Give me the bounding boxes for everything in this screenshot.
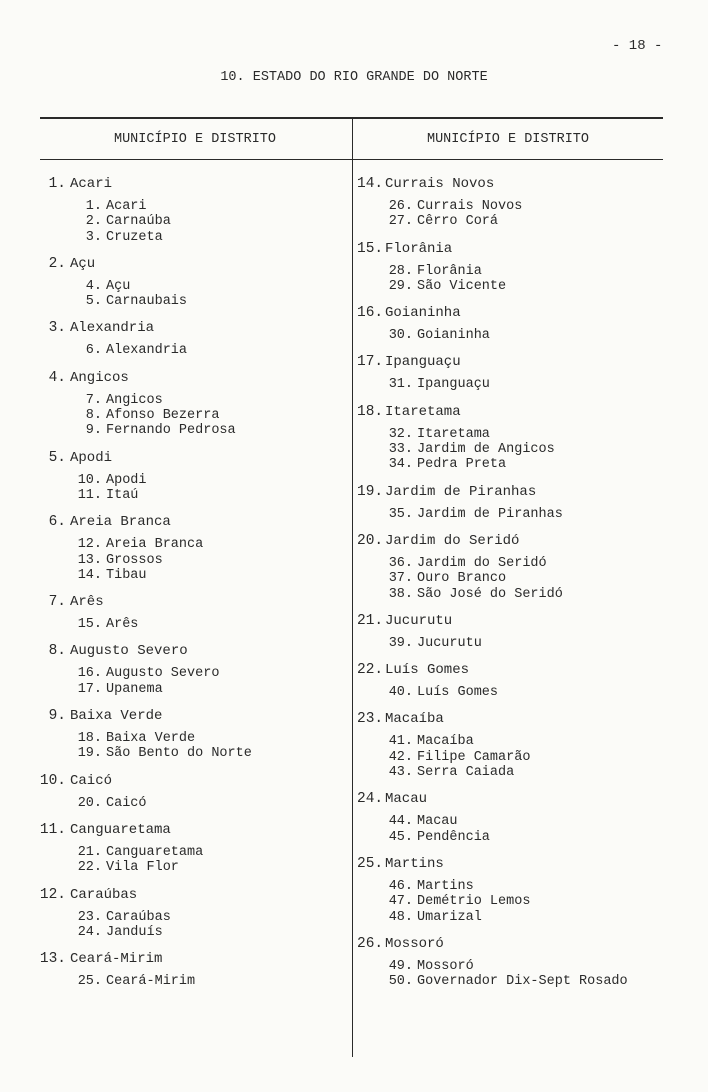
district-item — [76, 910, 352, 925]
district-item — [76, 925, 352, 940]
district-list — [76, 666, 352, 697]
district-name: Carnaubais — [106, 294, 188, 310]
municipality-entry — [357, 354, 663, 392]
district-name: Florânia — [417, 263, 482, 279]
district-list — [76, 974, 352, 989]
district-item — [387, 377, 663, 392]
district-name: Janduís — [106, 924, 163, 940]
municipality-name: Areia Branca — [70, 514, 171, 531]
district-list — [76, 910, 352, 941]
district-number: 5. — [85, 294, 102, 310]
municipality-name: Apodi — [70, 449, 113, 466]
district-item — [387, 457, 663, 472]
district-item — [387, 974, 663, 989]
district-name: Cruzeta — [106, 229, 163, 245]
municipality-entry — [34, 450, 352, 504]
district-name: Demétrio Lemos — [417, 894, 531, 910]
municipality-number: 5. — [48, 449, 66, 466]
column-divider — [352, 117, 353, 1057]
district-item — [76, 393, 352, 408]
district-item — [76, 537, 352, 552]
district-number: 11. — [77, 487, 102, 503]
district-item — [76, 343, 352, 358]
district-name: Luís Gomes — [417, 685, 499, 701]
district-list — [387, 427, 663, 473]
municipality-name: Macau — [385, 791, 428, 808]
district-number: 25. — [77, 974, 102, 990]
page-number: - 18 - — [612, 38, 663, 54]
district-name: Jardim do Seridó — [417, 555, 547, 571]
district-list — [387, 199, 663, 230]
district-number: 6. — [85, 343, 102, 359]
district-list — [76, 617, 352, 632]
district-name: Pendência — [417, 829, 490, 845]
district-item — [387, 879, 663, 894]
municipality-entry — [357, 791, 663, 845]
municipality-number: 20. — [357, 532, 384, 549]
district-number: 19. — [77, 746, 102, 762]
municipality-number: 11. — [39, 821, 66, 838]
municipality-number: 24. — [357, 791, 384, 808]
district-item — [387, 427, 663, 442]
district-number: 38. — [388, 586, 413, 602]
district-name: Caraúbas — [106, 909, 171, 925]
district-number: 42. — [388, 749, 413, 765]
municipality-name: Currais Novos — [385, 176, 495, 192]
district-number: 34. — [388, 457, 413, 473]
district-item — [76, 568, 352, 583]
district-number: 46. — [388, 878, 413, 894]
municipality-number: 25. — [357, 855, 384, 872]
municipality-name: Angicos — [70, 369, 129, 386]
right-column-header: MUNICÍPIO E DISTRITO — [426, 132, 590, 147]
municipality-entry — [34, 256, 352, 310]
municipality-number: 9. — [48, 708, 66, 725]
municipality-name: Martins — [385, 855, 444, 872]
district-number: 40. — [388, 685, 413, 701]
district-name: Arês — [106, 617, 139, 633]
municipality-entry — [34, 643, 352, 697]
district-number: 26. — [388, 199, 413, 214]
district-number: 43. — [388, 765, 413, 781]
district-name: Mossoró — [417, 958, 474, 974]
district-number: 28. — [388, 263, 413, 279]
municipality-entry — [34, 594, 352, 632]
municipality-entry — [34, 176, 352, 245]
municipality-entry — [357, 711, 663, 780]
district-name: Macaíba — [417, 734, 474, 750]
district-name: Umarizal — [417, 909, 482, 925]
district-number: 36. — [388, 555, 413, 571]
district-name: Itaretama — [417, 426, 490, 442]
district-name: Caicó — [106, 795, 147, 811]
district-list — [387, 556, 663, 602]
municipality-entry — [357, 176, 663, 230]
district-list — [387, 814, 663, 845]
district-number: 2. — [85, 214, 102, 230]
district-list — [76, 845, 352, 876]
district-item — [387, 199, 663, 214]
municipality-entry — [34, 320, 352, 358]
district-item — [387, 750, 663, 765]
district-number: 23. — [77, 909, 102, 925]
district-list — [76, 731, 352, 762]
municipality-number: 17. — [357, 354, 384, 371]
municipality-name: Caicó — [70, 772, 113, 789]
district-item — [387, 556, 663, 571]
district-number: 12. — [77, 537, 102, 553]
district-item — [387, 507, 663, 522]
district-item — [387, 587, 663, 602]
district-item — [387, 279, 663, 294]
district-item — [387, 959, 663, 974]
municipality-name: Itaretama — [385, 403, 461, 420]
district-number: 50. — [388, 974, 413, 990]
district-number: 32. — [388, 426, 413, 442]
district-name: Cêrro Corá — [417, 214, 499, 230]
municipality-number: 21. — [357, 612, 384, 629]
district-item — [387, 636, 663, 651]
district-number: 10. — [77, 472, 102, 488]
district-list — [76, 537, 352, 583]
municipality-entry — [357, 305, 663, 343]
district-item — [387, 685, 663, 700]
district-name: Carnaúba — [106, 214, 171, 230]
district-item — [76, 423, 352, 438]
district-item — [76, 488, 352, 503]
district-number: 4. — [85, 278, 102, 294]
municipality-name: Arês — [70, 594, 104, 611]
district-list — [387, 264, 663, 295]
municipality-number: 2. — [48, 255, 66, 272]
municipality-name: Luís Gomes — [385, 662, 470, 679]
district-list — [76, 279, 352, 310]
district-number: 29. — [388, 278, 413, 294]
district-name: Macau — [417, 814, 458, 830]
district-item — [76, 682, 352, 697]
district-number: 41. — [388, 734, 413, 750]
district-item — [76, 553, 352, 568]
municipality-entry — [357, 613, 663, 651]
district-item — [76, 408, 352, 423]
district-item — [76, 746, 352, 761]
district-item — [76, 279, 352, 294]
left-column — [34, 176, 352, 1000]
district-name: Ouro Branco — [417, 571, 507, 587]
district-number: 33. — [388, 442, 413, 458]
district-name: Baixa Verde — [106, 731, 196, 747]
left-column-header: MUNICÍPIO E DISTRITO — [113, 132, 277, 147]
municipality-entry — [357, 484, 663, 522]
district-list — [387, 734, 663, 780]
district-item — [76, 230, 352, 245]
district-number: 22. — [77, 860, 102, 876]
district-number: 37. — [388, 571, 413, 587]
municipality-number: 14. — [357, 176, 384, 192]
municipality-entry — [34, 370, 352, 439]
district-number: 35. — [388, 506, 413, 522]
district-name: Grossos — [106, 552, 163, 568]
district-item — [76, 473, 352, 488]
municipality-entry — [357, 936, 663, 990]
district-item — [76, 294, 352, 309]
municipality-entry — [34, 708, 352, 762]
district-item — [387, 442, 663, 457]
district-name: Canguaretama — [106, 844, 204, 860]
district-item — [387, 571, 663, 586]
district-name: Governador Dix-Sept Rosado — [417, 974, 628, 990]
municipality-number: 12. — [39, 886, 66, 903]
district-item — [387, 830, 663, 845]
municipality-name: Mossoró — [385, 935, 444, 952]
district-name: Ceará-Mirim — [106, 974, 196, 990]
municipality-number: 19. — [357, 483, 384, 500]
district-list — [387, 636, 663, 651]
district-number: 14. — [77, 567, 102, 583]
district-name: Vila Flor — [106, 860, 179, 876]
district-list — [387, 507, 663, 522]
district-name: Acari — [106, 199, 147, 214]
municipality-number: 23. — [357, 711, 384, 728]
municipality-entry — [34, 887, 352, 941]
district-item — [387, 264, 663, 279]
district-item — [387, 765, 663, 780]
municipality-entry — [34, 951, 352, 989]
municipality-entry — [357, 856, 663, 925]
municipality-name: Jucurutu — [385, 612, 453, 629]
district-number: 27. — [388, 214, 413, 230]
municipality-number: 7. — [48, 594, 66, 611]
municipality-number: 6. — [48, 514, 66, 531]
district-name: Jardim de Piranhas — [417, 506, 563, 522]
district-number: 8. — [85, 408, 102, 424]
municipality-number: 3. — [48, 320, 66, 337]
district-number: 16. — [77, 666, 102, 682]
district-number: 7. — [85, 392, 102, 408]
district-item — [387, 910, 663, 925]
district-item — [76, 731, 352, 746]
municipality-name: Caraúbas — [70, 886, 138, 903]
district-number: 31. — [388, 377, 413, 393]
right-column — [357, 176, 663, 1000]
municipality-number: 1. — [48, 176, 66, 192]
district-number: 39. — [388, 635, 413, 651]
municipality-name: Canguaretama — [70, 821, 171, 838]
municipality-entry — [357, 241, 663, 295]
district-number: 15. — [77, 617, 102, 633]
municipality-number: 13. — [39, 951, 66, 968]
district-name: São Vicente — [417, 278, 507, 294]
district-name: São José do Seridó — [417, 586, 563, 602]
municipality-name: Augusto Severo — [70, 643, 188, 660]
municipality-name: Jardim do Seridó — [385, 532, 520, 549]
district-name: Alexandria — [106, 343, 188, 359]
municipality-name: Baixa Verde — [70, 708, 163, 725]
municipality-entry — [357, 533, 663, 602]
district-name: São Bento do Norte — [106, 746, 252, 762]
district-number: 44. — [388, 814, 413, 830]
district-number: 49. — [388, 958, 413, 974]
district-name: Afonso Bezerra — [106, 408, 220, 424]
municipality-number: 4. — [48, 369, 66, 386]
district-number: 13. — [77, 552, 102, 568]
district-name: Goianinha — [417, 328, 490, 344]
district-list — [76, 343, 352, 358]
district-name: Itaú — [106, 487, 139, 503]
district-item — [387, 328, 663, 343]
district-list — [387, 879, 663, 925]
district-list — [387, 377, 663, 392]
district-item — [76, 214, 352, 229]
district-name: Fernando Pedrosa — [106, 423, 236, 439]
municipality-name: Florânia — [385, 240, 453, 257]
municipality-name: Jardim de Piranhas — [385, 483, 537, 500]
district-item — [76, 974, 352, 989]
district-item — [387, 734, 663, 749]
district-item — [76, 860, 352, 875]
district-item — [76, 845, 352, 860]
municipality-number: 26. — [357, 935, 384, 952]
district-name: Serra Caiada — [417, 765, 515, 781]
district-name: Martins — [417, 878, 474, 894]
district-name: Tibau — [106, 567, 147, 583]
page-heading: 10. ESTADO DO RIO GRANDE DO NORTE — [220, 70, 488, 85]
district-name: Jardim de Angicos — [417, 442, 555, 458]
district-number: 18. — [77, 731, 102, 747]
municipality-entry — [34, 773, 352, 811]
district-list — [76, 796, 352, 811]
district-number: 9. — [85, 423, 102, 439]
district-item — [76, 666, 352, 681]
district-item — [387, 894, 663, 909]
municipality-name: Macaíba — [385, 711, 444, 728]
district-name: Pedra Preta — [417, 457, 507, 473]
municipality-name: Ceará-Mirim — [70, 951, 163, 968]
district-number: 1. — [85, 199, 102, 214]
district-list — [387, 959, 663, 990]
district-name: Augusto Severo — [106, 666, 220, 682]
municipality-name: Ipanguaçu — [385, 354, 461, 371]
municipality-name: Goianinha — [385, 305, 461, 322]
district-name: Currais Novos — [417, 199, 523, 214]
municipality-number: 18. — [357, 403, 384, 420]
district-name: Ipanguaçu — [417, 377, 490, 393]
district-list — [76, 473, 352, 504]
municipality-number: 10. — [39, 772, 66, 789]
district-list — [76, 199, 352, 245]
district-name: Apodi — [106, 472, 147, 488]
district-number: 24. — [77, 924, 102, 940]
municipality-entry — [357, 404, 663, 473]
municipality-number: 22. — [357, 662, 384, 679]
district-name: Açu — [106, 278, 131, 294]
district-number: 3. — [85, 229, 102, 245]
district-item — [76, 796, 352, 811]
district-name: Areia Branca — [106, 537, 204, 553]
municipality-number: 8. — [48, 643, 66, 660]
district-list — [76, 393, 352, 439]
municipality-entry — [34, 514, 352, 583]
district-name: Jucurutu — [417, 635, 482, 651]
district-item — [76, 617, 352, 632]
district-name: Filipe Camarão — [417, 749, 531, 765]
municipality-name: Alexandria — [70, 320, 155, 337]
municipality-number: 15. — [357, 240, 384, 257]
district-list — [387, 685, 663, 700]
district-number: 30. — [388, 328, 413, 344]
district-number: 47. — [388, 894, 413, 910]
district-number: 20. — [77, 795, 102, 811]
district-number: 17. — [77, 681, 102, 697]
municipality-entry — [34, 822, 352, 876]
district-item — [387, 214, 663, 229]
municipality-entry — [357, 662, 663, 700]
district-name: Angicos — [106, 392, 163, 408]
municipality-number: 16. — [357, 305, 384, 322]
municipality-name: Açu — [70, 255, 96, 272]
district-number: 48. — [388, 909, 413, 925]
district-item — [387, 814, 663, 829]
district-number: 45. — [388, 829, 413, 845]
district-item — [76, 199, 352, 214]
district-number: 21. — [77, 844, 102, 860]
district-name: Upanema — [106, 681, 163, 697]
municipality-name: Acari — [70, 176, 113, 192]
district-list — [387, 328, 663, 343]
